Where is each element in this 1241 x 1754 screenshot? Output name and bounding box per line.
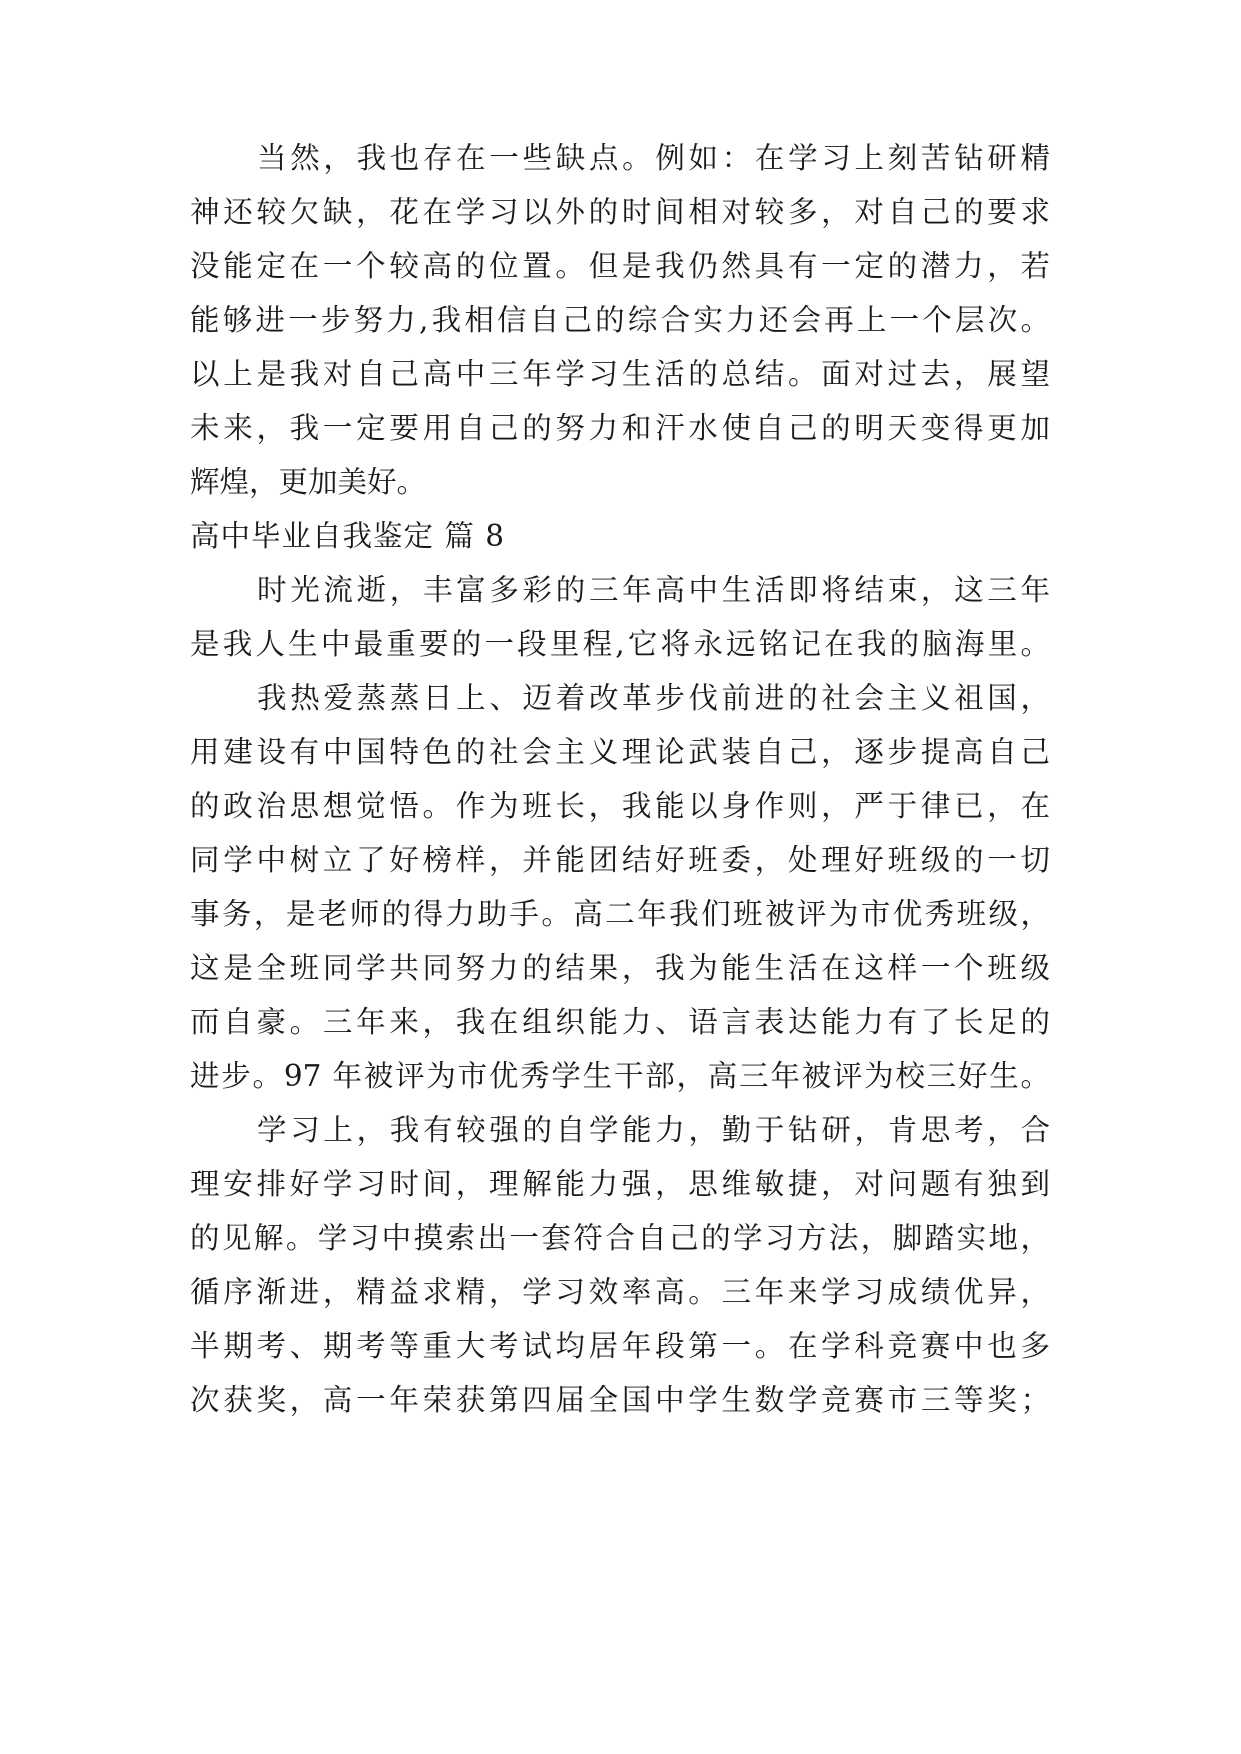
text-line: 时光流逝，丰富多彩的三年高中生活即将结束，这三年	[257, 573, 1050, 607]
text-line: 进步。97 年被评为市优秀学生干部，高三年被评为校三好生。	[190, 1059, 1050, 1093]
text-line: 我热爱蒸蒸日上、迈着改革步伐前进的社会主义祖国，	[257, 681, 1050, 715]
text-line: 神还较欠缺，花在学习以外的时间相对较多，对自己的要求	[190, 195, 1050, 229]
text-line: 未来，我一定要用自己的努力和汗水使自己的明天变得更加	[190, 411, 1050, 445]
text-line: 理安排好学习时间，理解能力强，思维敏捷，对问题有独到	[190, 1167, 1050, 1201]
text-line: 循序渐进，精益求精，学习效率高。三年来学习成绩优异，	[190, 1275, 1050, 1309]
text-line: 没能定在一个较高的位置。但是我仍然具有一定的潜力，若	[190, 249, 1050, 283]
text-line: 的政治思想觉悟。作为班长，我能以身作则，严于律已，在	[190, 789, 1050, 823]
text-line: 学习上，我有较强的自学能力，勤于钻研，肯思考，合	[257, 1113, 1050, 1147]
text-line: 次获奖，高一年荣获第四届全国中学生数学竞赛市三等奖；	[190, 1383, 1050, 1417]
text-line: 事务，是老师的得力助手。高二年我们班被评为市优秀班级，	[190, 897, 1050, 931]
text-line: 同学中树立了好榜样，并能团结好班委，处理好班级的一切	[190, 843, 1050, 877]
text-line: 能够进一步努力,我相信自己的综合实力还会再上一个层次。	[190, 303, 1050, 337]
text-line: 用建设有中国特色的社会主义理论武装自己，逐步提高自己	[190, 735, 1050, 769]
text-line: 半期考、期考等重大考试均居年段第一。在学科竞赛中也多	[190, 1329, 1050, 1363]
text-line: 而自豪。三年来，我在组织能力、语言表达能力有了长足的	[190, 1005, 1050, 1039]
section-heading: 高中毕业自我鉴定 篇 8	[190, 519, 506, 553]
text-line: 当然，我也存在一些缺点。例如：在学习上刻苦钻研精	[257, 141, 1050, 175]
text-line: 的见解。学习中摸索出一套符合自己的学习方法，脚踏实地，	[190, 1221, 1050, 1255]
text-line: 这是全班同学共同努力的结果，我为能生活在这样一个班级	[190, 951, 1050, 985]
text-line: 以上是我对自己高中三年学习生活的总结。面对过去，展望	[190, 357, 1050, 391]
text-line: 是我人生中最重要的一段里程,它将永远铭记在我的脑海里。	[190, 627, 1050, 661]
text-line: 辉煌，更加美好。	[190, 465, 427, 499]
